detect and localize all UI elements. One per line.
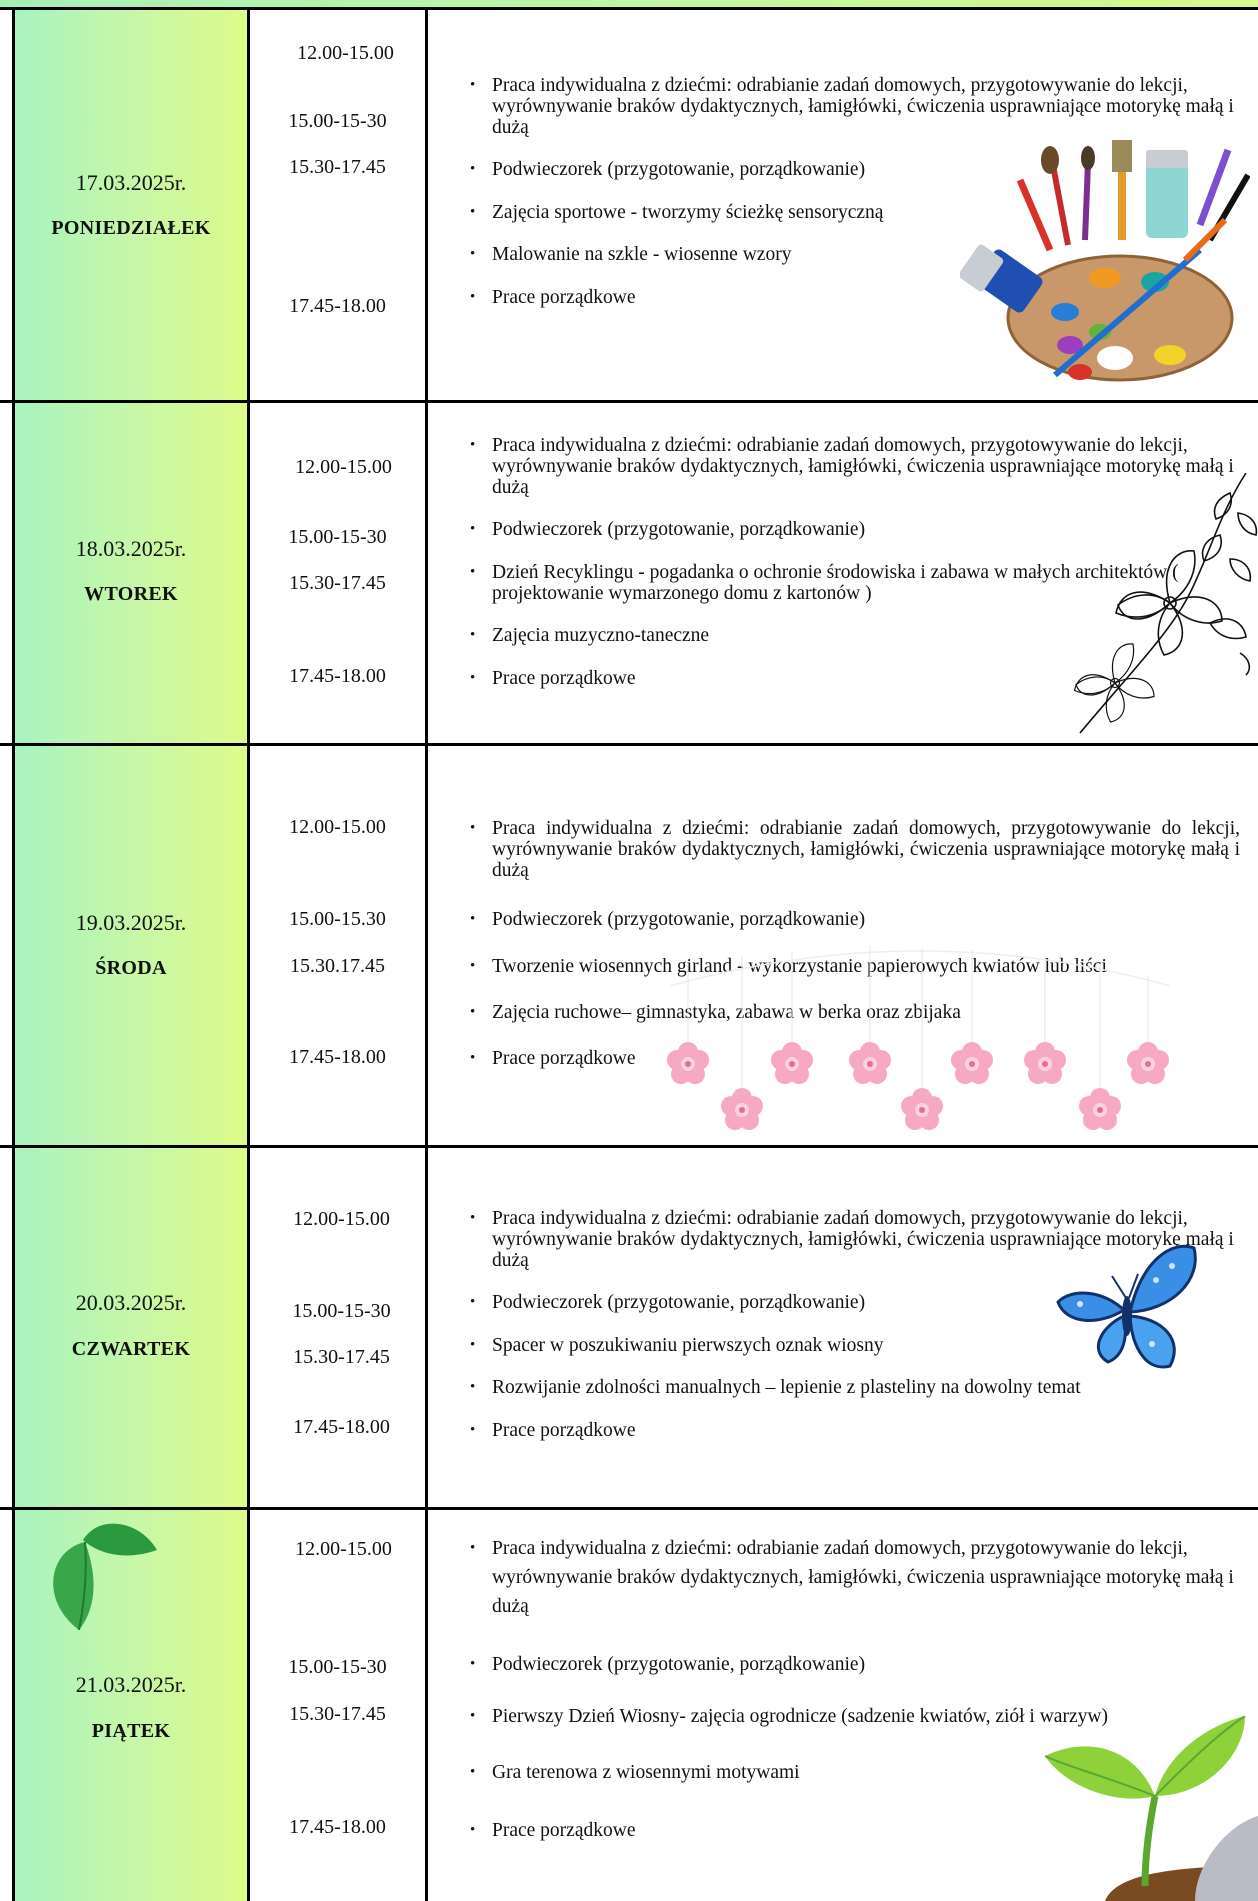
time-slot: 15.00-15-30	[292, 1300, 391, 1322]
activity-item: • Podwieczorek (przygotowanie, porządkowanie)	[492, 519, 1240, 540]
time-slot: 15.30-17.45	[293, 1346, 390, 1368]
activity-item: • Zajęcia sportowe - tworzymy ścieżkę sensoryczną	[492, 202, 1240, 223]
activity-item: • Praca indywidualna z dziećmi: odrabianie zadań domowych, przygotowywanie do lekcji, wyrównywanie braków dydaktycznych, łamigłówki, ćwiczenia usprawniające motorykę małą i dużą	[492, 818, 1240, 881]
schedule-row-tuesday	[0, 403, 1258, 746]
time-slot: 17.45-18.00	[289, 1816, 386, 1838]
activity-item: • Prace porządkowe	[492, 668, 1240, 689]
time-slot: 17.45-18.00	[289, 1046, 386, 1068]
top-header-strip	[0, 0, 1258, 10]
time-slot: 17.45-18.00	[289, 295, 386, 317]
activity-item: • Gra terenowa z wiosennymi motywami	[492, 1762, 1240, 1783]
weekday-label: CZWARTEK	[71, 1338, 191, 1360]
time-cell	[250, 1148, 428, 1507]
date-label: 19.03.2025r.	[75, 910, 187, 935]
date-label: 21.03.2025r.	[75, 1672, 187, 1697]
pink-flower-garland-icon	[660, 926, 1180, 1146]
schedule-row-friday	[0, 1510, 1258, 1901]
date-label: 20.03.2025r.	[75, 1290, 187, 1315]
schedule-row-thursday	[0, 1148, 1258, 1510]
activity-item: • Malowanie na szkle - wiosenne wzory	[492, 244, 1240, 265]
green-leaf-icon	[39, 1520, 159, 1630]
time-slot: 15.00-15-30	[288, 110, 387, 132]
blue-butterfly-icon	[1052, 1240, 1202, 1380]
activity-item: • Tworzenie wiosennych girland - wykorzystanie papierowych kwiatów lub liści	[492, 956, 1240, 977]
time-slot: 15.00-15-30	[288, 526, 387, 548]
time-slot: 15.30-17.45	[289, 572, 386, 594]
activity-item: • Prace porządkowe	[492, 1420, 1240, 1441]
flower-outline-icon	[1060, 473, 1258, 745]
day-cell	[12, 403, 250, 743]
day-cell	[12, 1510, 250, 1901]
activity-item: • Dzień Recyklingu - pogadanka o ochronie środowiska i zabawa w małych architektów ( projektowanie wymarzonego domu z kartonów )	[492, 562, 1192, 604]
activity-item: • Zajęcia ruchowe– gimnastyka, zabawa w berka oraz zbijaka	[492, 1002, 1240, 1023]
activity-item: • Podwieczorek (przygotowanie, porządkowanie)	[492, 1654, 1240, 1675]
weekday-label: ŚRODA	[95, 957, 167, 979]
activity-item: • Prace porządkowe	[492, 287, 1240, 308]
time-slot: 12.00-15.00	[289, 816, 386, 838]
date-label: 18.03.2025r.	[75, 536, 187, 561]
day-cell	[12, 1148, 250, 1507]
weekday-label: PIĄTEK	[91, 1720, 171, 1742]
activity-item: • Praca indywidualna z dziećmi: odrabianie zadań domowych, przygotowywanie do lekcji, wyrównywanie braków dydaktycznych, łamigłówki, ćwiczenia usprawniające motorykę małą i dużą	[492, 1208, 1240, 1271]
time-cell	[250, 1510, 428, 1901]
time-slot: 12.00-15.00	[295, 456, 392, 478]
time-slot: 15.30-17.45	[289, 156, 386, 178]
activity-item: • Praca indywidualna z dziećmi: odrabianie zadań domowych, przygotowywanie do lekcji, wyrównywanie braków dydaktycznych, łamigłówki, ćwiczenia usprawniające motorykę małą i dużą	[492, 1534, 1240, 1621]
activity-item: • Podwieczorek (przygotowanie, porządkowanie)	[492, 1292, 1240, 1313]
activity-item: • Prace porządkowe	[492, 1048, 1240, 1069]
time-slot: 17.45-18.00	[289, 665, 386, 687]
activity-item: • Pierwszy Dzień Wiosny- zajęcia ogrodnicze (sadzenie kwiatów, ziół i warzyw)	[492, 1706, 1240, 1727]
weekday-label: PONIEDZIAŁEK	[51, 217, 211, 239]
time-cell	[250, 403, 428, 743]
time-slot: 17.45-18.00	[293, 1416, 390, 1438]
activity-item: • Podwieczorek (przygotowanie, porządkowanie)	[492, 909, 1240, 930]
time-slot: 12.00-15.00	[297, 42, 394, 64]
day-cell	[12, 10, 250, 400]
time-cell	[250, 10, 428, 400]
activity-item: • Rozwijanie zdolności manualnych – lepienie z plasteliny na dowolny temat	[492, 1377, 1240, 1398]
schedule-row-wednesday	[0, 746, 1258, 1148]
activity-item: • Spacer w poszukiwaniu pierwszych oznak wiosny	[492, 1335, 1240, 1356]
time-slot: 15.30-17.45	[289, 1703, 386, 1725]
time-slot: 15.00-15.30	[289, 908, 386, 930]
time-slot: 15.30.17.45	[290, 955, 385, 977]
activity-item: • Prace porządkowe	[492, 1820, 1240, 1841]
time-slot: 12.00-15.00	[295, 1538, 392, 1560]
weekday-label: WTOREK	[84, 583, 178, 605]
activity-item: • Zajęcia muzyczno-taneczne	[492, 625, 1240, 646]
day-cell	[12, 746, 250, 1145]
time-cell	[250, 746, 428, 1145]
activity-item: • Praca indywidualna z dziećmi: odrabianie zadań domowych, przygotowywanie do lekcji, wyrównywanie braków dydaktycznych, łamigłówki, ćwiczenia usprawniające motorykę małą i dużą	[492, 435, 1240, 498]
sprout-and-leaf-icon	[1045, 1716, 1258, 1901]
activity-item: • Praca indywidualna z dziećmi: odrabianie zadań domowych, przygotowywanie do lekcji, wyrównywanie braków dydaktycznych, łamigłówki, ćwiczenia usprawniające motorykę małą i dużą	[492, 75, 1240, 138]
activity-item: • Podwieczorek (przygotowanie, porządkowanie)	[492, 159, 1240, 180]
date-label: 17.03.2025r.	[75, 170, 187, 195]
schedule-row-monday	[0, 10, 1258, 403]
time-slot: 15.00-15-30	[288, 1656, 387, 1678]
time-slot: 12.00-15.00	[293, 1208, 390, 1230]
art-palette-brushes-icon	[960, 140, 1250, 395]
